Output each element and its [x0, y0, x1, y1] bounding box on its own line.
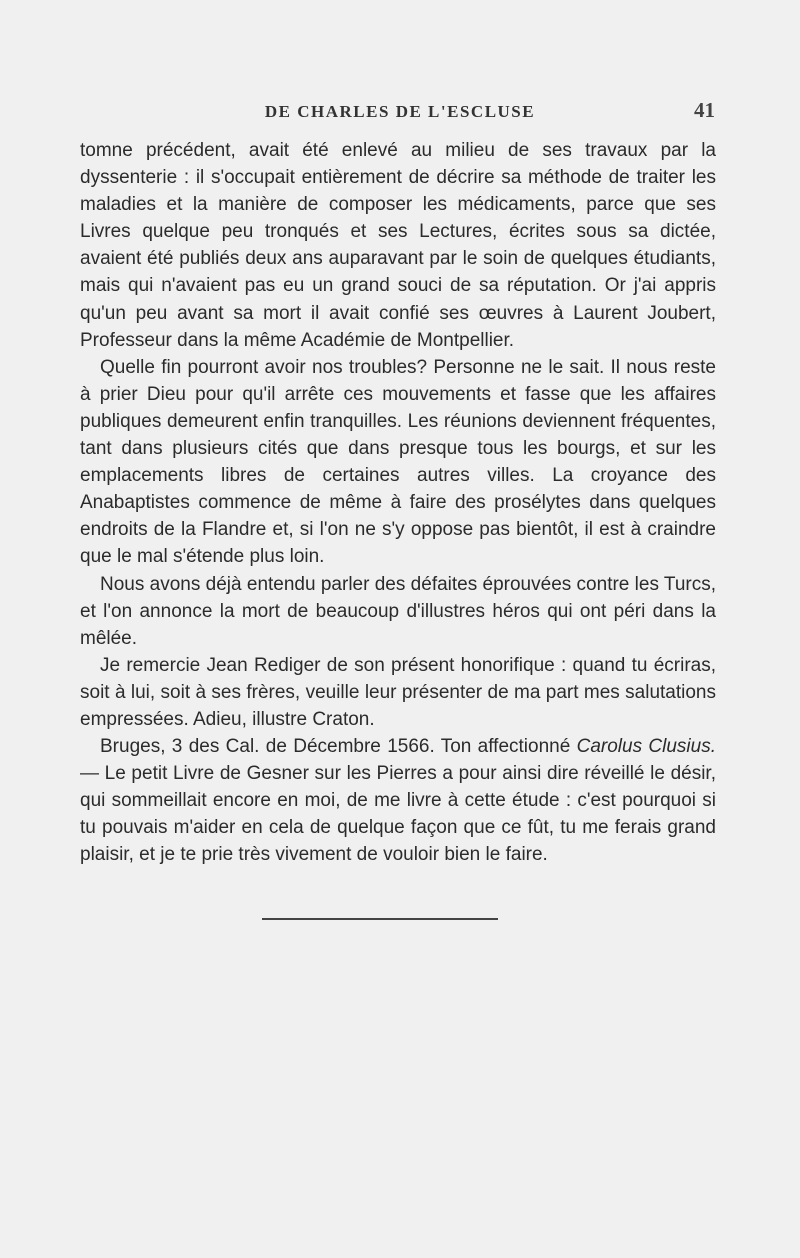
paragraph-4: Je remercie Jean Rediger de son présent honorifique : quand tu écriras, soit à lui, soit à ses frères, veuille leur présenter de ma part mes salutations empressées. Adieu, illustre Craton.	[80, 654, 716, 730]
paragraph-2: Quelle fin pourront avoir nos troubles? Personne ne le sait. Il nous reste à prier Dieu pour qu'il arrête ces mouvements et fasse que les affaires publiques demeurent enfin tranquilles. Les réunions deviennent fréquentes, tant dans plusieurs cités que dans presque tous les bourgs, et sur les emplacements libres de certaines autres villes. La croyance des Anabaptistes commence de même à faire des prosélytes dans quelques endroits de la Flandre et, si l'on ne s'y oppose pas bientôt, il est à craindre que le mal s'étende plus loin.	[80, 356, 716, 568]
running-title: DE CHARLES DE L'ESCLUSE	[264, 102, 536, 121]
page-header	[0, 98, 800, 132]
signature-name: Carolus Clusius.	[576, 736, 716, 758]
paragraph-5	[80, 733, 716, 868]
postscript-text: — Le petit Livre de Gesner sur les Pierres a pour ainsi dire réveillé le désir, qui sommeillait encore en moi, de me livre à cette étude : c'est pourquoi si tu pouvais m'aider en cela de quelque façon que ce fût, tu me ferais grand plaisir, et je te prie très vivement de vouloir bien le faire.	[80, 763, 716, 866]
paragraph-3: Nous avons déjà entendu parler des défaites éprouvées contre les Turcs, et l'on annonce la mort de beaucoup d'illustres héros qui ont péri dans la mêlée.	[80, 573, 716, 649]
end-rule	[262, 918, 498, 920]
page-number: 41	[694, 98, 715, 122]
paragraph-1: tomne précédent, avait été enlevé au milieu de ses travaux par la dyssenterie : il s'occupait entièrement de décrire sa méthode de traiter les maladies et la manière de composer les médicaments, parce que ses Livres quelque peu tronqués et ses Lectures, écrites sous sa dictée, avaient été publiés deux ans auparavant par le soin de quelques étudiants, mais qui n'avaient pas eu un grand souci de sa réputation. Or j'ai appris qu'un peu avant sa mort il avait confié ses œuvres à Laurent Joubert, Professeur dans la même Académie de Montpellier.	[80, 140, 716, 351]
body-text	[80, 137, 716, 869]
dateline-text: Bruges, 3 des Cal. de Décembre 1566. Ton affectionné	[100, 736, 577, 758]
